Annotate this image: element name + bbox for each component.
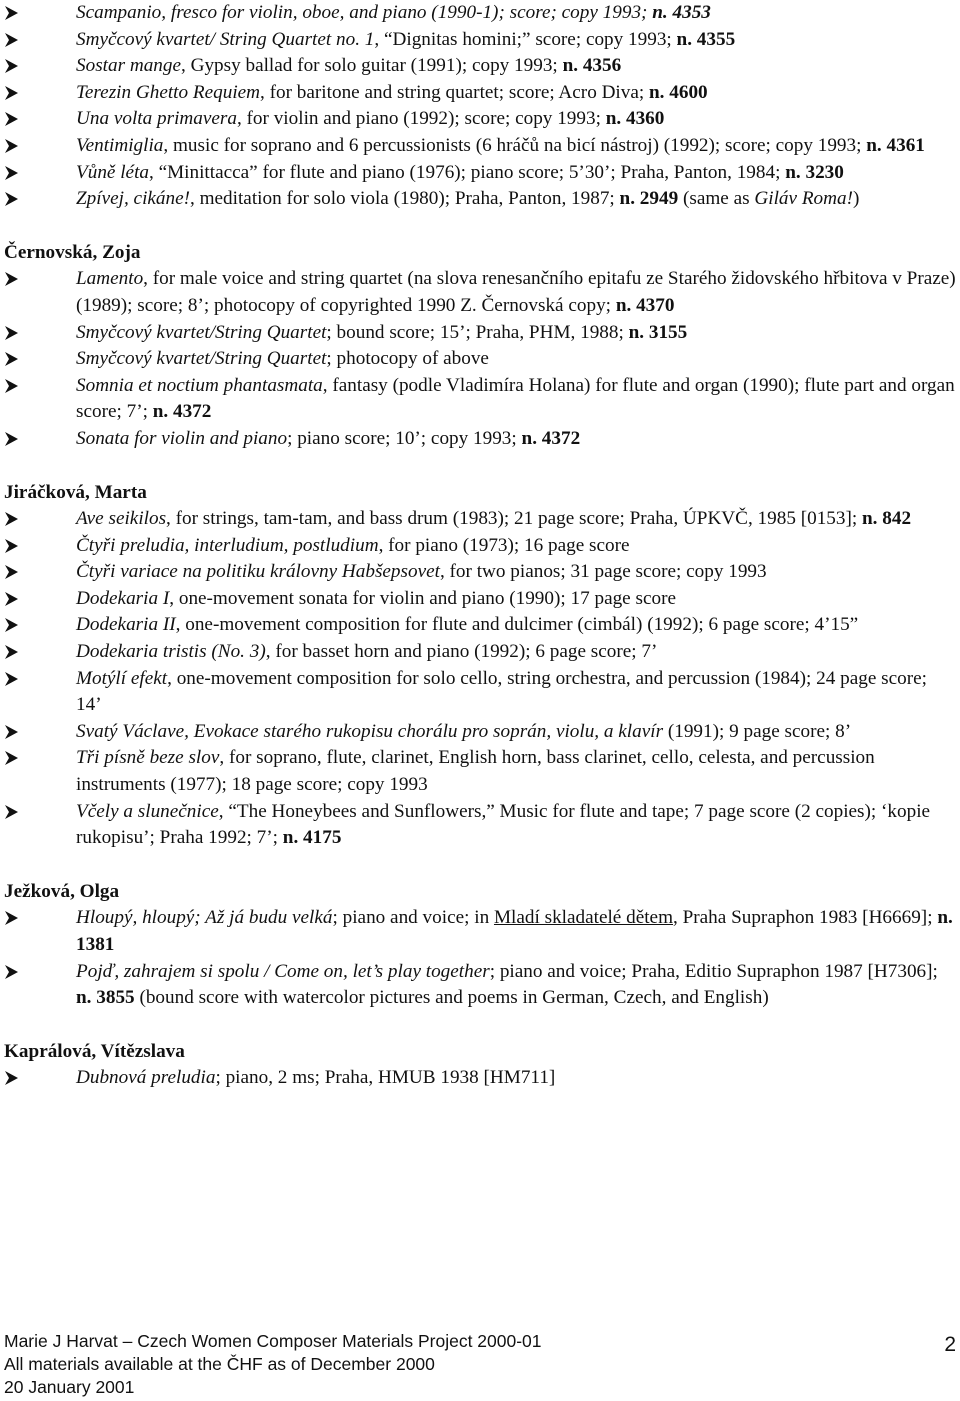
composer-sections	[0, 240, 960, 1092]
arrow-bullet-icon	[4, 719, 20, 746]
work-title: Ventimiglia	[76, 134, 164, 156]
work-title: Čtyři preludia, interludium, postludium	[76, 534, 379, 556]
entry-text: , Praha Supraphon 1983 [H6669];	[673, 907, 938, 929]
catalog-number: n. 2949	[619, 188, 679, 210]
composer-section	[0, 1039, 960, 1092]
entry-text: , for two pianos; 31 page score; copy 1993	[439, 561, 767, 583]
work-title: Čtyři variace na politiku královny Habšepsovet	[76, 561, 440, 583]
work-title: Vůně léta	[76, 161, 149, 183]
work-title: Giláv Roma!	[754, 188, 853, 210]
work-title: Smyčcový kvartet/String Quartet	[76, 348, 327, 370]
catalog-entry	[0, 80, 960, 107]
catalog-entry	[0, 53, 960, 80]
catalog-entry	[0, 799, 960, 852]
catalog-entry	[0, 666, 960, 719]
catalog-number: n. 3855	[76, 987, 135, 1009]
entry-text: , for baritone and string quartet; score; Acro Diva;	[260, 81, 650, 103]
catalog-entry	[0, 639, 960, 666]
catalog-entry	[0, 160, 960, 187]
arrow-bullet-icon	[4, 80, 20, 107]
catalog-entry	[0, 186, 960, 213]
entry-text: ; piano and voice; Praha, Editio Supraphon 1987 [H7306];	[489, 960, 938, 982]
entry-text: ; piano and voice; in	[332, 907, 494, 929]
arrow-bullet-icon	[4, 799, 20, 826]
catalog-number: n. 4372	[152, 401, 212, 423]
catalog-entry	[0, 373, 960, 426]
entry-text: Mladí skladatelé dětem	[493, 907, 673, 929]
arrow-bullet-icon	[4, 133, 20, 160]
arrow-bullet-icon	[4, 533, 20, 560]
arrow-bullet-icon	[4, 586, 20, 613]
catalog-number: n. 4355	[676, 28, 736, 50]
footer-line-1: Marie J Harvat – Czech Women Composer Materials Project 2000-01	[4, 1331, 542, 1351]
catalog-entry	[0, 559, 960, 586]
work-title: Ave seikilos	[76, 508, 167, 530]
entry-text: )	[852, 188, 860, 210]
entry-text: , “Dignitas homini;” score; copy 1993;	[374, 28, 677, 50]
composer-name: Černovská, Zoja	[4, 241, 141, 263]
entry-text: ; piano score; 10’; copy 1993;	[287, 427, 522, 449]
entry-text: ; piano, 2 ms; Praha, HMUB 1938 [HM711]	[215, 1067, 556, 1089]
work-title: Somnia et noctium phantasmata	[76, 374, 323, 396]
arrow-bullet-icon	[4, 27, 20, 54]
work-title: Svatý Václave, Evokace starého rukopisu chorálu pro soprán, violu, a klavír	[76, 720, 664, 742]
arrow-bullet-icon	[4, 666, 20, 693]
catalog-entry	[0, 533, 960, 560]
catalog-number: n. 4370	[615, 294, 675, 316]
arrow-bullet-icon	[4, 373, 20, 400]
arrow-bullet-icon	[4, 1065, 20, 1092]
arrow-bullet-icon	[4, 160, 20, 187]
arrow-bullet-icon	[4, 612, 20, 639]
work-title: , fresco for violin, oboe, and piano (1990-1); score; copy 1993;	[161, 2, 653, 23]
catalog-entry	[0, 905, 960, 958]
arrow-bullet-icon	[4, 639, 20, 666]
entry-text: , “The Honeybees and Sunflowers,” Music for flute and tape; 7 page score (2 copies); ‘kopie rukopisu’; Praha 1992; 7’;	[76, 800, 931, 849]
work-title: Dodekaria II	[76, 614, 176, 636]
work-title: n. 4353	[652, 2, 711, 23]
work-title: Dodekaria I	[76, 587, 170, 609]
work-title: Smyčcový kvartet/String Quartet	[76, 321, 327, 343]
catalog-entry	[0, 1065, 960, 1092]
footer-line-2: All materials available at the ČHF as of December 2000	[4, 1354, 435, 1374]
work-title: Včely a slunečnice	[76, 800, 219, 822]
entry-text: , Gypsy ballad for solo guitar (1991); copy 1993;	[181, 55, 563, 77]
work-title: Smyčcový kvartet/ String Quartet no. 1	[76, 28, 375, 50]
catalog-entry	[0, 0, 960, 27]
work-title: Sonata for violin and piano	[76, 427, 288, 449]
catalog-entry	[0, 612, 960, 639]
entry-text: , one-movement sonata for violin and piano (1990); 17 page score	[169, 587, 676, 609]
work-title: Motýlí efekt	[76, 667, 168, 689]
footer-line-3: 20 January 2001	[4, 1377, 135, 1397]
arrow-bullet-icon	[4, 186, 20, 213]
entry-text: , for strings, tam-tam, and bass drum (1983); 21 page score; Praha, ÚPKVČ, 1985 [0153];	[166, 508, 863, 530]
catalog-entry	[0, 959, 960, 1012]
entry-text: ; bound score; 15’; Praha, PHM, 1988;	[326, 321, 629, 343]
arrow-bullet-icon	[4, 266, 20, 293]
catalog-number: n. 4372	[521, 427, 581, 449]
catalog-entry	[0, 346, 960, 373]
catalog-entry	[0, 27, 960, 54]
entry-text: , for piano (1973); 16 page score	[378, 534, 630, 556]
catalog-number: n. 3230	[785, 161, 844, 183]
arrow-bullet-icon	[4, 426, 20, 453]
entry-text: (same as	[678, 188, 755, 210]
arrow-bullet-icon	[4, 506, 20, 533]
work-title: Una volta primavera	[76, 108, 237, 130]
work-title: Sostar mange	[76, 55, 181, 77]
catalog-entry	[0, 506, 960, 533]
arrow-bullet-icon	[4, 559, 20, 586]
catalog-entry	[0, 266, 960, 319]
work-title: Zpívej, cikáne!	[76, 188, 191, 210]
arrow-bullet-icon	[4, 745, 20, 772]
page-footer	[4, 1330, 956, 1399]
catalog-entry	[0, 320, 960, 347]
composer-name: Ježková, Olga	[4, 880, 120, 902]
entry-text: , for basset horn and piano (1992); 6 page score; 7’	[265, 641, 658, 663]
composer-name: Kaprálová, Vítězslava	[4, 1040, 185, 1062]
entry-text: , fantasy (podle Vladimíra Holana) for flute and organ (1990); flute part and organ score; 7’;	[76, 374, 955, 423]
arrow-bullet-icon	[4, 53, 20, 80]
composer-section	[0, 240, 960, 453]
catalog-entry	[0, 745, 960, 798]
entry-text: , music for soprano and 6 percussionists (6 hráčů na bicí nástroj) (1992); score; copy 1993;	[163, 134, 867, 156]
entry-text: , for violin and piano (1992); score; copy 1993;	[236, 108, 606, 130]
composer-section	[0, 879, 960, 1012]
page-number: 2	[944, 1333, 956, 1356]
arrow-bullet-icon	[4, 346, 20, 373]
catalog-entry	[0, 133, 960, 160]
catalog-number: n. 1381	[76, 907, 953, 955]
composer-name: Jiráčková, Marta	[4, 481, 147, 503]
catalog-number: n. 842	[862, 508, 912, 530]
work-title: Terezin Ghetto Requiem	[76, 81, 261, 103]
composer-section	[0, 480, 960, 852]
arrow-bullet-icon	[4, 905, 20, 932]
work-title: Pojď, zahrajem si spolu / Come on, let’s play together	[76, 960, 490, 982]
entry-text: (bound score with watercolor pictures and poems in German, Czech, and English)	[134, 987, 769, 1009]
catalog-number: n. 4361	[866, 134, 925, 156]
work-title: Hloupý, hloupý; Až já budu velká	[76, 907, 333, 929]
work-title: Dodekaria tristis (No. 3)	[76, 641, 266, 663]
catalog-number: n. 4356	[562, 55, 622, 77]
catalog-entry	[0, 426, 960, 453]
entry-text: , one-movement composition for solo cello, string orchestra, and percussion (1984); 24 page score; 14’	[76, 667, 927, 716]
catalog-entry	[0, 719, 960, 746]
continued-entry-list	[0, 0, 960, 213]
work-title: Lamento	[76, 268, 144, 290]
work-title: Dubnová preludia	[76, 1067, 216, 1089]
catalog-entry	[0, 586, 960, 613]
catalog-number: n. 4175	[282, 827, 342, 849]
catalog-number: n. 3155	[628, 321, 688, 343]
entry-text: , meditation for solo viola (1980); Praha, Panton, 1987;	[190, 188, 620, 210]
entry-text: , “Minittacca” for flute and piano (1976); piano score; 5’30’; Praha, Panton, 1984;	[149, 161, 786, 183]
catalog-number: n. 4360	[605, 108, 665, 130]
arrow-bullet-icon	[4, 320, 20, 347]
entry-text: , for male voice and string quartet (na slova renesančního epitafu ze Starého židovského hřbitova v Praze) (1989); score; 8’; photocopy of copyrighted 1990 Z. Černovská copy;	[76, 268, 956, 316]
entry-text: , one-movement composition for flute and dulcimer (cimbál) (1992); 6 page score; 4’15”	[175, 614, 859, 636]
entry-text: ; photocopy of above	[326, 348, 489, 370]
catalog-number: n. 4600	[649, 81, 708, 103]
work-title: Scampanio	[76, 2, 162, 23]
arrow-bullet-icon	[4, 0, 20, 27]
entry-text: , for soprano, flute, clarinet, English horn, bass clarinet, cello, celesta, and percussion instruments (1977); 18 page score; copy 1993	[76, 747, 875, 796]
entry-text: (1991); 9 page score; 8’	[663, 720, 852, 742]
arrow-bullet-icon	[4, 106, 20, 133]
arrow-bullet-icon	[4, 959, 20, 986]
work-title: Tři písně beze slov	[76, 747, 220, 769]
catalog-entry	[0, 106, 960, 133]
